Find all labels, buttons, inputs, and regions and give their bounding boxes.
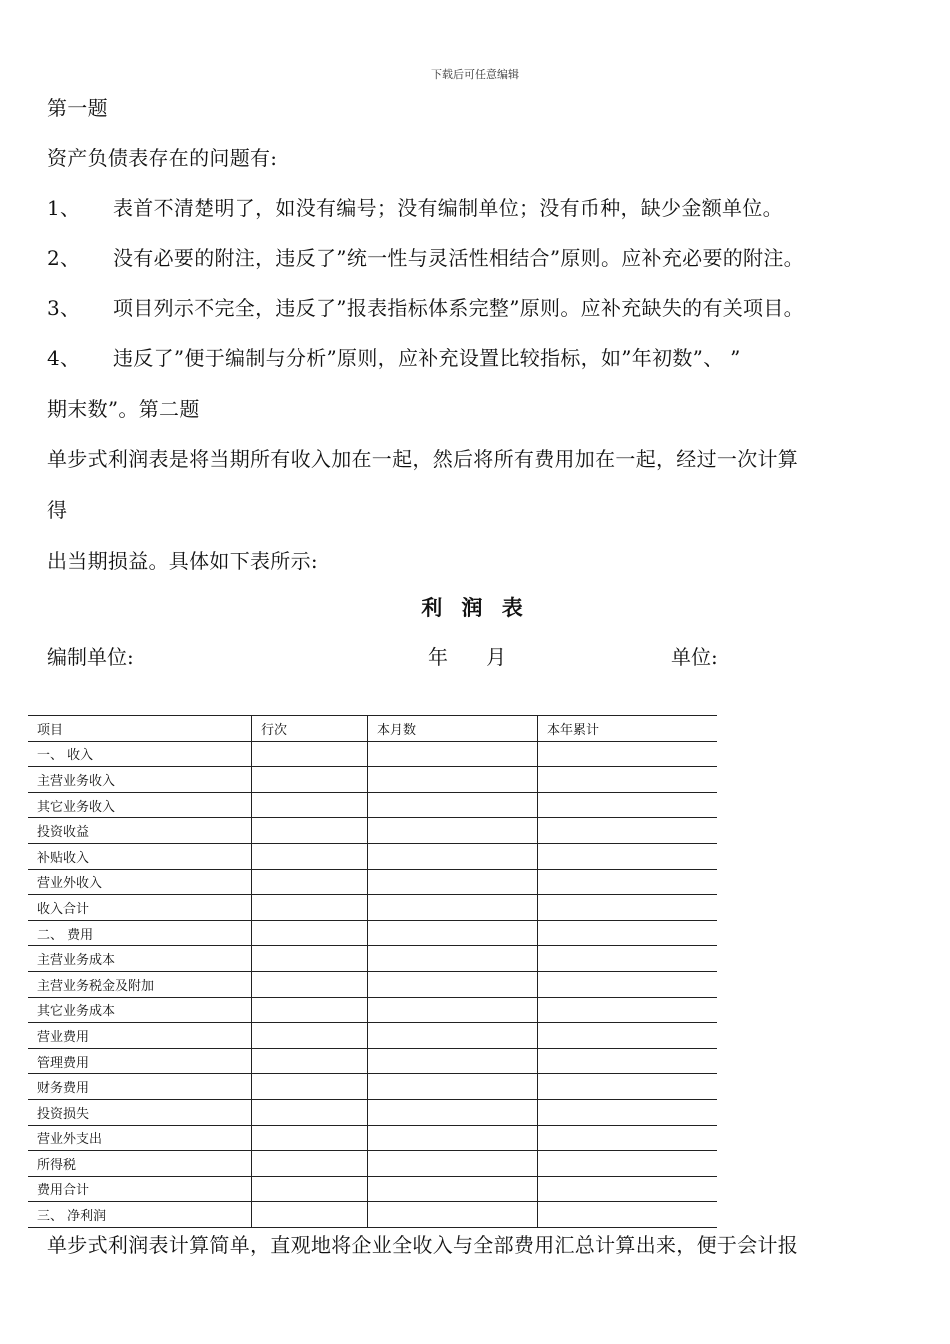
row-line-no-cell [252, 920, 368, 946]
row-item-label: 管理费用 [28, 1048, 252, 1074]
currency-unit-label: 单位: [671, 645, 718, 669]
row-current-month-cell [368, 971, 538, 997]
row-year-to-date-cell [538, 1176, 718, 1202]
row-line-no-cell [252, 1125, 368, 1151]
row-current-month-cell [368, 869, 538, 895]
row-current-month-cell [368, 895, 538, 921]
single-step-description-end: 出当期损益。具体如下表所示: [47, 549, 318, 573]
row-current-month-cell [368, 767, 538, 793]
column-header-line-no: 行次 [252, 716, 368, 742]
row-current-month-cell [368, 1048, 538, 1074]
row-item-label: 投资收益 [28, 818, 252, 844]
row-current-month-cell [368, 946, 538, 972]
row-item-label: 财务费用 [28, 1074, 252, 1100]
row-year-to-date-cell [538, 1099, 718, 1125]
row-item-label: 补贴收入 [28, 843, 252, 869]
row-line-no-cell [252, 741, 368, 767]
issue-item-number: 2、 [47, 246, 81, 270]
table-row [28, 869, 717, 895]
income-statement-table [28, 715, 717, 1228]
date-label: 年 月 [428, 645, 507, 669]
row-year-to-date-cell [538, 767, 718, 793]
row-year-to-date-cell [538, 869, 718, 895]
table-row [28, 1023, 717, 1049]
row-year-to-date-cell [538, 792, 718, 818]
table-row [28, 1151, 717, 1177]
preparer-label: 编制单位: [47, 645, 134, 669]
row-year-to-date-cell [538, 946, 718, 972]
row-line-no-cell [252, 1176, 368, 1202]
row-current-month-cell [368, 741, 538, 767]
row-line-no-cell [252, 1151, 368, 1177]
table-header-row [28, 716, 717, 742]
row-current-month-cell [368, 1099, 538, 1125]
table-row [28, 792, 717, 818]
income-statement-title: 利 润 表 [421, 596, 529, 620]
row-line-no-cell [252, 1023, 368, 1049]
row-current-month-cell [368, 818, 538, 844]
row-current-month-cell [368, 843, 538, 869]
row-line-no-cell [252, 946, 368, 972]
row-item-label: 一、 收入 [28, 741, 252, 767]
single-step-description: 单步式利润表是将当期所有收入加在一起，然后将所有费用加在一起，经过一次计算 [47, 447, 799, 471]
table-row [28, 920, 717, 946]
table-row [28, 997, 717, 1023]
table-row [28, 1202, 717, 1228]
row-item-label: 所得税 [28, 1151, 252, 1177]
table-row [28, 1176, 717, 1202]
balance-sheet-issues-intro: 资产负债表存在的问题有: [47, 146, 278, 170]
single-step-advantages: 单步式利润表计算简单，直观地将企业全收入与全部费用汇总计算出来，便于会计报 [47, 1233, 799, 1257]
row-line-no-cell [252, 818, 368, 844]
issue-item-text: 表首不清楚明了，如没有编号；没有编制单位；没有币种，缺少金额单位。 [113, 196, 783, 220]
row-item-label: 二、 费用 [28, 920, 252, 946]
row-line-no-cell [252, 792, 368, 818]
row-line-no-cell [252, 767, 368, 793]
row-year-to-date-cell [538, 1048, 718, 1074]
row-year-to-date-cell [538, 920, 718, 946]
issue-item-text: 没有必要的附注，违反了”统一性与灵活性相结合”原则。应补充必要的附注。 [113, 246, 804, 270]
row-item-label: 营业费用 [28, 1023, 252, 1049]
row-item-label: 营业外支出 [28, 1125, 252, 1151]
table-row [28, 843, 717, 869]
row-current-month-cell [368, 1125, 538, 1151]
row-line-no-cell [252, 1202, 368, 1228]
row-line-no-cell [252, 895, 368, 921]
row-current-month-cell [368, 1023, 538, 1049]
row-item-label: 其它业务收入 [28, 792, 252, 818]
row-year-to-date-cell [538, 1023, 718, 1049]
row-item-label: 主营业务收入 [28, 767, 252, 793]
row-year-to-date-cell [538, 843, 718, 869]
row-item-label: 投资损失 [28, 1099, 252, 1125]
row-current-month-cell [368, 1151, 538, 1177]
row-current-month-cell [368, 792, 538, 818]
issue-item-1 [47, 192, 783, 221]
row-year-to-date-cell [538, 1074, 718, 1100]
row-item-label: 收入合计 [28, 895, 252, 921]
issue-item-text: 违反了”便于编制与分析”原则，应补充设置比较指标，如”年初数”、 ” [113, 346, 741, 370]
row-item-label: 其它业务成本 [28, 997, 252, 1023]
row-line-no-cell [252, 843, 368, 869]
row-year-to-date-cell [538, 741, 718, 767]
issue-item-4 [47, 342, 741, 371]
row-line-no-cell [252, 1048, 368, 1074]
row-year-to-date-cell [538, 1202, 718, 1228]
issue-item-number: 4、 [47, 346, 81, 370]
single-step-description-cont: 得 [47, 498, 68, 522]
row-current-month-cell [368, 1176, 538, 1202]
row-year-to-date-cell [538, 1151, 718, 1177]
table-row [28, 1048, 717, 1074]
row-item-label: 主营业务税金及附加 [28, 971, 252, 997]
issue-item-text: 项目列示不完全，违反了”报表指标体系完整”原则。应补充缺失的有关项目。 [113, 296, 804, 320]
row-year-to-date-cell [538, 971, 718, 997]
row-year-to-date-cell [538, 997, 718, 1023]
table-row [28, 895, 717, 921]
column-header-item: 项目 [28, 716, 252, 742]
table-row [28, 818, 717, 844]
row-line-no-cell [252, 1099, 368, 1125]
column-header-current-month: 本月数 [368, 716, 538, 742]
issue-item-number: 1、 [47, 196, 81, 220]
row-item-label: 费用合计 [28, 1176, 252, 1202]
row-current-month-cell [368, 1202, 538, 1228]
row-current-month-cell [368, 920, 538, 946]
table-row [28, 971, 717, 997]
table-row [28, 767, 717, 793]
issue-item-3 [47, 292, 804, 321]
table-row [28, 1099, 717, 1125]
table-row [28, 1074, 717, 1100]
question-two-line: 期末数”。第二题 [47, 397, 200, 421]
table-row [28, 946, 717, 972]
column-header-year-to-date: 本年累计 [538, 716, 718, 742]
row-year-to-date-cell [538, 1125, 718, 1151]
row-item-label: 主营业务成本 [28, 946, 252, 972]
row-item-label: 三、 净利润 [28, 1202, 252, 1228]
row-line-no-cell [252, 971, 368, 997]
header-note: 下载后可任意编辑 [431, 68, 519, 81]
row-line-no-cell [252, 997, 368, 1023]
table-row [28, 1125, 717, 1151]
table-row [28, 741, 717, 767]
row-item-label: 营业外收入 [28, 869, 252, 895]
row-current-month-cell [368, 997, 538, 1023]
question-one-heading: 第一题 [47, 96, 108, 120]
issue-item-number: 3、 [47, 296, 81, 320]
issue-item-2 [47, 242, 804, 271]
row-current-month-cell [368, 1074, 538, 1100]
row-year-to-date-cell [538, 818, 718, 844]
row-line-no-cell [252, 1074, 368, 1100]
row-line-no-cell [252, 869, 368, 895]
row-year-to-date-cell [538, 895, 718, 921]
